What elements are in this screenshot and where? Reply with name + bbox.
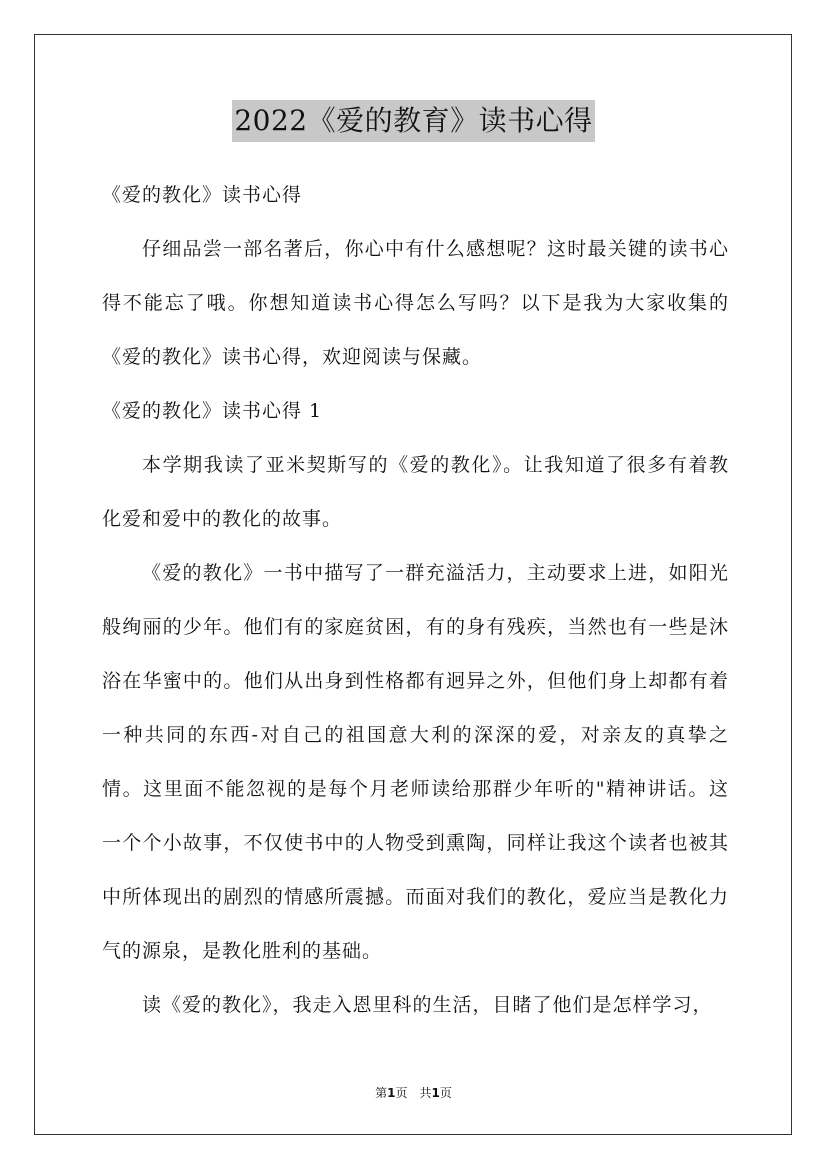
page-mid: 页 共 [395,1086,432,1100]
document-body [102,168,729,1032]
page-prefix: 第 [375,1086,388,1100]
document-title: 2022《爱的教育》读书心得 [232,100,594,142]
body-paragraph: 仔细品尝一部名著后，你心中有什么感想呢？这时最关键的读书心得不能忘了哦。你想知道读书心得怎么写吗？以下是我为大家收集的《爱的教化》读书心得，欢迎阅读与保藏。 [102,238,729,368]
body-paragraph: 《爱的教化》一书中描写了一群充溢活力，主动要求上进，如阳光般绚丽的少年。他们有的家庭贫困，有的身有残疾，当然也有一些是沐浴在华蜜中的。他们从出身到性格都有迥异之外，但他们身上却都有着一种共同的东西-对自己的祖国意大利的深深的爱，对亲友的真挚之情。这里面不能忽视的是每个月老师读给那群少年听的"精神讲话。这一个个小故事，不仅使书中的人物受到熏陶，同样让我这个读者也被其中所体现出的剧烈的情感所震撼。而面对我们的教化，爱应当是教化力气的源泉，是教化胜利的基础。 [102,562,729,962]
section-heading: 《爱的教化》读书心得 1 [102,400,323,422]
page-total-number: 1 [431,1086,440,1100]
page-suffix: 页 [439,1086,452,1100]
body-paragraph: 本学期我读了亚米契斯写的《爱的教化》。让我知道了很多有着教化爱和爱中的教化的故事。 [102,454,729,530]
page-current-number: 1 [387,1086,396,1100]
page-footer [0,1084,827,1101]
section-heading: 《爱的教化》读书心得 [102,184,303,206]
title-container [0,100,827,142]
body-paragraph: 读《爱的教化》，我走入恩里科的生活，目睹了他们是怎样学习， [142,994,713,1016]
